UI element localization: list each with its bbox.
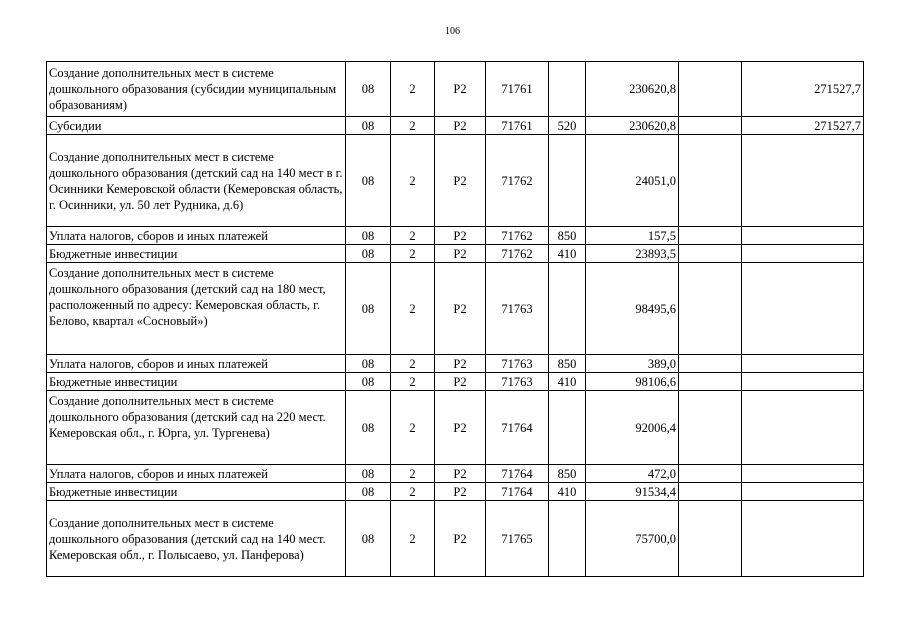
subsection-cell: 2 (391, 391, 435, 465)
program-cell: Р2 (435, 245, 486, 263)
amount-2-cell (679, 391, 742, 465)
amount-1-cell: 23893,5 (586, 245, 679, 263)
expense-type-cell: 410 (549, 245, 586, 263)
row-name-cell: Бюджетные инвестиции (47, 373, 346, 391)
section-cell: 08 (346, 465, 391, 483)
table-row (47, 263, 864, 355)
row-name-cell: Уплата налогов, сборов и иных платежей (47, 465, 346, 483)
table-row (47, 245, 864, 263)
amount-1-cell: 75700,0 (586, 501, 679, 577)
amount-1-cell: 472,0 (586, 465, 679, 483)
amount-1-cell: 389,0 (586, 355, 679, 373)
expense-type-cell (549, 501, 586, 577)
subsection-cell: 2 (391, 263, 435, 355)
row-name-cell: Бюджетные инвестиции (47, 245, 346, 263)
article-cell: 71762 (486, 227, 549, 245)
expense-type-cell (549, 135, 586, 227)
amount-2-cell (679, 62, 742, 117)
table-row (47, 117, 864, 135)
amount-3-cell (742, 227, 864, 245)
subsection-cell: 2 (391, 117, 435, 135)
amount-1-cell: 91534,4 (586, 483, 679, 501)
program-cell: Р2 (435, 62, 486, 117)
row-name-cell: Создание дополнительных мест в системе дошкольного образования (детский сад на 180 мест, расположенный по адресу: Кемеровская область, г. Белово, квартал «Сосновый») (47, 263, 346, 355)
table-row (47, 465, 864, 483)
article-cell: 71763 (486, 355, 549, 373)
amount-3-cell (742, 135, 864, 227)
article-cell: 71764 (486, 465, 549, 483)
amount-2-cell (679, 227, 742, 245)
program-cell: Р2 (435, 483, 486, 501)
table-row (47, 483, 864, 501)
program-cell: Р2 (435, 355, 486, 373)
expense-type-cell (549, 62, 586, 117)
amount-3-cell (742, 465, 864, 483)
article-cell: 71765 (486, 501, 549, 577)
row-name-cell: Создание дополнительных мест в системе дошкольного образования (субсидии муниципальным образованиям) (47, 62, 346, 117)
subsection-cell: 2 (391, 62, 435, 117)
amount-2-cell (679, 483, 742, 501)
program-cell: Р2 (435, 135, 486, 227)
row-name-cell: Уплата налогов, сборов и иных платежей (47, 355, 346, 373)
expense-type-cell: 850 (549, 227, 586, 245)
amount-2-cell (679, 355, 742, 373)
expense-type-cell: 850 (549, 465, 586, 483)
amount-3-cell: 271527,7 (742, 62, 864, 117)
section-cell: 08 (346, 117, 391, 135)
amount-1-cell: 92006,4 (586, 391, 679, 465)
article-cell: 71764 (486, 483, 549, 501)
section-cell: 08 (346, 483, 391, 501)
section-cell: 08 (346, 355, 391, 373)
program-cell: Р2 (435, 227, 486, 245)
amount-3-cell (742, 391, 864, 465)
row-name-cell: Бюджетные инвестиции (47, 483, 346, 501)
section-cell: 08 (346, 227, 391, 245)
amount-1-cell: 98106,6 (586, 373, 679, 391)
article-cell: 71761 (486, 117, 549, 135)
amount-2-cell (679, 263, 742, 355)
expense-type-cell: 410 (549, 483, 586, 501)
expense-type-cell: 520 (549, 117, 586, 135)
subsection-cell: 2 (391, 465, 435, 483)
section-cell: 08 (346, 263, 391, 355)
amount-1-cell: 230620,8 (586, 62, 679, 117)
amount-2-cell (679, 465, 742, 483)
program-cell: Р2 (435, 465, 486, 483)
amount-2-cell (679, 135, 742, 227)
row-name-cell: Субсидии (47, 117, 346, 135)
table-row (47, 501, 864, 577)
article-cell: 71763 (486, 373, 549, 391)
subsection-cell: 2 (391, 245, 435, 263)
section-cell: 08 (346, 245, 391, 263)
amount-1-cell: 98495,6 (586, 263, 679, 355)
amount-2-cell (679, 501, 742, 577)
section-cell: 08 (346, 62, 391, 117)
subsection-cell: 2 (391, 483, 435, 501)
amount-1-cell: 24051,0 (586, 135, 679, 227)
amount-3-cell (742, 373, 864, 391)
table-row (47, 391, 864, 465)
program-cell: Р2 (435, 373, 486, 391)
amount-2-cell (679, 245, 742, 263)
article-cell: 71763 (486, 263, 549, 355)
program-cell: Р2 (435, 117, 486, 135)
row-name-cell: Создание дополнительных мест в системе дошкольного образования (детский сад на 220 мест. Кемеровская обл., г. Юрга, ул. Тургенева) (47, 391, 346, 465)
program-cell: Р2 (435, 391, 486, 465)
amount-3-cell (742, 355, 864, 373)
table-row (47, 227, 864, 245)
subsection-cell: 2 (391, 501, 435, 577)
program-cell: Р2 (435, 501, 486, 577)
expense-type-cell: 850 (549, 355, 586, 373)
article-cell: 71762 (486, 245, 549, 263)
row-name-cell: Создание дополнительных мест в системе дошкольного образования (детский сад на 140 мест в г. Осинники Кемеровской области (Кемеровская область, г. Осинники, ул. 50 лет Рудника, д.6) (47, 135, 346, 227)
table-row (47, 62, 864, 117)
section-cell: 08 (346, 391, 391, 465)
table-row (47, 135, 864, 227)
table-row (47, 373, 864, 391)
page-number: 106 (445, 26, 460, 37)
subsection-cell: 2 (391, 373, 435, 391)
section-cell: 08 (346, 135, 391, 227)
amount-3-cell (742, 263, 864, 355)
article-cell: 71762 (486, 135, 549, 227)
subsection-cell: 2 (391, 227, 435, 245)
expense-type-cell (549, 391, 586, 465)
section-cell: 08 (346, 501, 391, 577)
expense-type-cell: 410 (549, 373, 586, 391)
amount-1-cell: 230620,8 (586, 117, 679, 135)
section-cell: 08 (346, 373, 391, 391)
table-row (47, 355, 864, 373)
article-cell: 71764 (486, 391, 549, 465)
article-cell: 71761 (486, 62, 549, 117)
amount-2-cell (679, 373, 742, 391)
amount-3-cell (742, 245, 864, 263)
row-name-cell: Уплата налогов, сборов и иных платежей (47, 227, 346, 245)
budget-table (46, 61, 864, 577)
row-name-cell: Создание дополнительных мест в системе дошкольного образования (детский сад на 140 мест. Кемеровская обл., г. Полысаево, ул. Панферова) (47, 501, 346, 577)
amount-3-cell: 271527,7 (742, 117, 864, 135)
subsection-cell: 2 (391, 355, 435, 373)
amount-3-cell (742, 501, 864, 577)
amount-1-cell: 157,5 (586, 227, 679, 245)
program-cell: Р2 (435, 263, 486, 355)
expense-type-cell (549, 263, 586, 355)
amount-2-cell (679, 117, 742, 135)
subsection-cell: 2 (391, 135, 435, 227)
amount-3-cell (742, 483, 864, 501)
